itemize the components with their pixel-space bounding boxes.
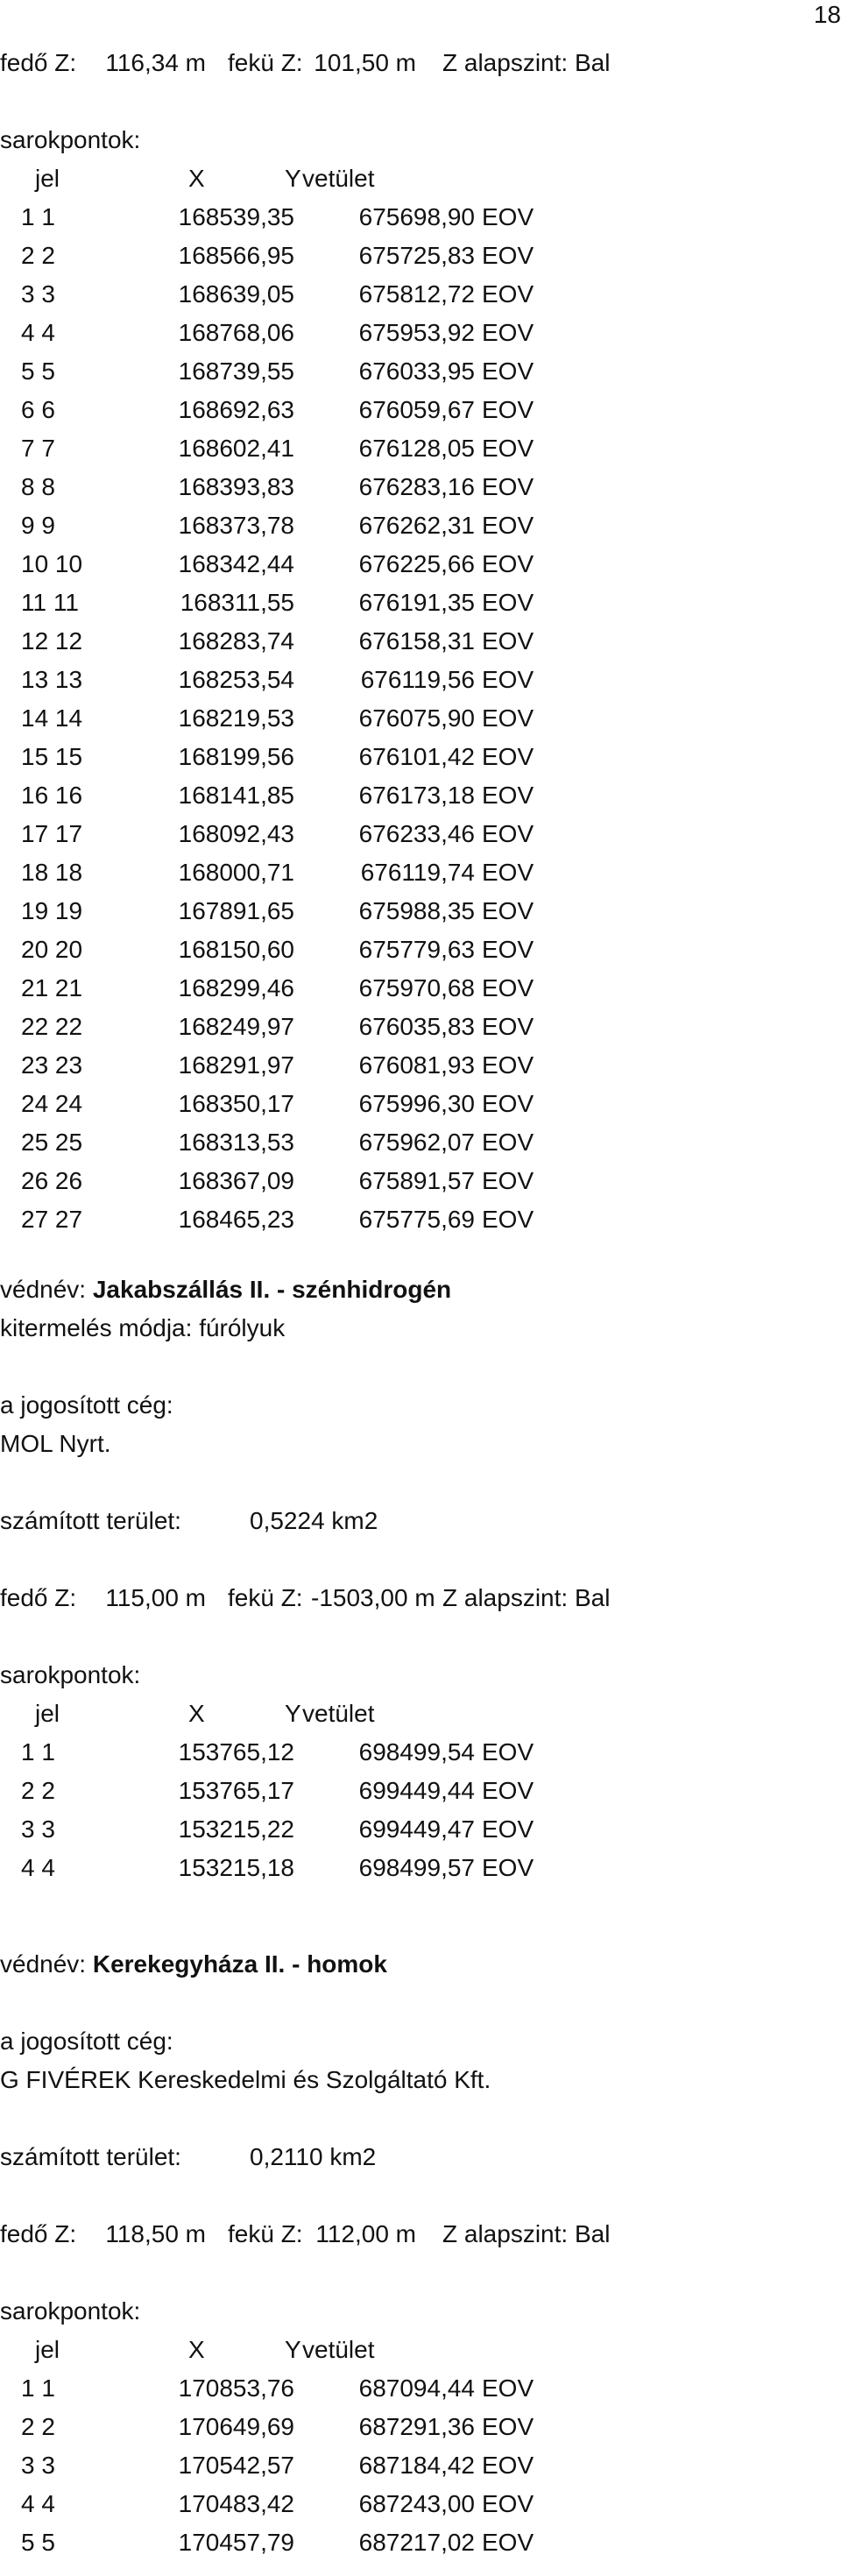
cell-y: 676081,93 — [358, 1051, 475, 1079]
cell-x: 170542,57 — [178, 2452, 294, 2479]
cell-x: 168768,06 — [178, 319, 294, 346]
cell-x: 168092,43 — [178, 820, 294, 847]
cell-y: 675698,90 — [358, 203, 475, 230]
cell-y: 676225,66 — [358, 550, 475, 577]
header-jel: jel — [35, 1700, 60, 1727]
cell-vetulet: EOV — [482, 280, 534, 308]
kitermeles-value: fúrólyuk — [199, 1314, 286, 1341]
vednev-line — [0, 1270, 788, 1309]
cell-x: 168350,17 — [178, 1090, 294, 1117]
table-header — [0, 1695, 788, 1733]
cell-y: 687291,36 — [358, 2413, 475, 2440]
vednev-value: Kerekegyháza II. - homok — [92, 1950, 387, 1978]
cell-vetulet: EOV — [482, 1777, 534, 1804]
cell-jel: 20 20 — [21, 936, 83, 963]
section-3 — [0, 1945, 788, 2562]
cell-vetulet: EOV — [482, 627, 534, 655]
table-row — [0, 738, 788, 776]
vednev-value: Jakabszállás II. - szénhidrogén — [92, 1276, 452, 1303]
table-row — [0, 2485, 788, 2523]
section-2 — [0, 1270, 788, 1887]
cell-vetulet: EOV — [482, 589, 534, 616]
cell-vetulet: EOV — [482, 396, 534, 423]
cell-vetulet: EOV — [482, 1738, 534, 1766]
fedo-value: 116,34 m — [105, 49, 206, 76]
cell-jel: 9 9 — [21, 512, 55, 539]
table-row — [0, 468, 788, 506]
alapszint: Z alapszint: Bal — [442, 2220, 611, 2247]
cell-vetulet: EOV — [482, 859, 534, 886]
cell-vetulet: EOV — [482, 897, 534, 924]
header-y: Y — [285, 1700, 301, 1727]
terulet-line — [0, 2138, 788, 2176]
cell-x: 168393,83 — [178, 473, 294, 500]
cell-x: 168313,53 — [178, 1129, 294, 1156]
cell-jel: 1 1 — [21, 203, 55, 230]
kitermeles-line — [0, 1309, 788, 1348]
cell-y: 675775,69 — [358, 1206, 475, 1233]
table-row — [0, 622, 788, 661]
cell-vetulet: EOV — [482, 666, 534, 693]
terulet-label: számított terület: — [0, 2143, 181, 2170]
alapszint: Z alapszint: Bal — [442, 1584, 611, 1611]
cell-y: 675812,72 — [358, 280, 475, 308]
header-vetulet: vetület — [302, 165, 375, 192]
cell-jel: 3 3 — [21, 1815, 55, 1843]
cell-x: 168249,97 — [178, 1013, 294, 1040]
cell-x: 168311,55 — [180, 589, 294, 616]
ceg-value: MOL Nyrt. — [0, 1430, 111, 1457]
cell-vetulet: EOV — [482, 550, 534, 577]
ceg-label: a jogosított cég: — [0, 2028, 173, 2055]
cell-y: 675996,30 — [358, 1090, 475, 1117]
cell-y: 698499,57 — [358, 1854, 475, 1881]
cell-x: 168739,55 — [178, 357, 294, 385]
cell-y: 676035,83 — [358, 1013, 475, 1040]
table-row — [0, 198, 788, 237]
cell-jel: 1 1 — [21, 2374, 55, 2402]
table-header — [0, 2331, 788, 2369]
cell-vetulet: EOV — [482, 473, 534, 500]
cell-y: 676033,95 — [358, 357, 475, 385]
feku-value: 112,00 m — [315, 2220, 416, 2247]
cell-x: 168566,95 — [178, 242, 294, 269]
cell-vetulet: EOV — [482, 936, 534, 963]
feku-label: fekü Z: — [228, 49, 303, 76]
table-row — [0, 1046, 788, 1085]
terulet-label: számított terület: — [0, 1507, 181, 1534]
cell-y: 676158,31 — [358, 627, 475, 655]
cell-y: 676059,67 — [358, 396, 475, 423]
cell-vetulet: EOV — [482, 203, 534, 230]
cell-jel: 18 18 — [21, 859, 83, 886]
cell-y: 676233,46 — [358, 820, 475, 847]
cell-jel: 27 27 — [21, 1206, 83, 1233]
cell-x: 170483,42 — [178, 2490, 294, 2517]
cell-y: 675962,07 — [358, 1129, 475, 1156]
cell-jel: 4 4 — [21, 1854, 55, 1881]
cell-jel: 2 2 — [21, 2413, 55, 2440]
cell-x: 168219,53 — [178, 704, 294, 732]
cell-x: 168367,09 — [178, 1167, 294, 1194]
cell-jel: 8 8 — [21, 473, 55, 500]
cell-jel: 16 16 — [21, 782, 83, 809]
section-1 — [0, 44, 788, 1239]
coordinate-table-2 — [0, 1733, 788, 1887]
header-jel: jel — [35, 165, 60, 192]
cell-vetulet: EOV — [482, 743, 534, 770]
fedo-label: fedő Z: — [0, 2220, 77, 2247]
cell-x: 153765,12 — [178, 1738, 294, 1766]
sarokpontok-label: sarokpontok: — [0, 126, 141, 153]
feku-label: fekü Z: — [228, 1584, 303, 1611]
coordinate-table-1 — [0, 198, 788, 1239]
cell-vetulet: EOV — [482, 2413, 534, 2440]
header-x: X — [188, 1700, 205, 1727]
cell-y: 676191,35 — [358, 589, 475, 616]
cell-vetulet: EOV — [482, 782, 534, 809]
cell-x: 153765,17 — [178, 1777, 294, 1804]
cell-y: 675891,57 — [358, 1167, 475, 1194]
cell-jel: 3 3 — [21, 280, 55, 308]
cell-vetulet: EOV — [482, 2490, 534, 2517]
table-row — [0, 506, 788, 545]
terulet-value: 0,2110 km2 — [250, 2143, 377, 2170]
cell-vetulet: EOV — [482, 974, 534, 1001]
cell-vetulet: EOV — [482, 1815, 534, 1843]
table-row — [0, 892, 788, 931]
table-header — [0, 159, 788, 198]
cell-y: 675779,63 — [358, 936, 475, 963]
cell-x: 168291,97 — [178, 1051, 294, 1079]
cell-jel: 17 17 — [21, 820, 83, 847]
cell-vetulet: EOV — [482, 242, 534, 269]
table-row — [0, 1200, 788, 1239]
vednev-label: védnév: — [0, 1950, 87, 1978]
table-row — [0, 275, 788, 314]
cell-x: 153215,22 — [178, 1815, 294, 1843]
header-vetulet: vetület — [302, 2336, 375, 2363]
cell-y: 676262,31 — [358, 512, 475, 539]
cell-vetulet: EOV — [482, 1854, 534, 1881]
sarokpontok-label: sarokpontok: — [0, 1661, 141, 1688]
table-row — [0, 1810, 788, 1849]
cell-vetulet: EOV — [482, 1013, 534, 1040]
cell-x: 168373,78 — [178, 512, 294, 539]
cell-x: 168342,44 — [178, 550, 294, 577]
cell-x: 170457,79 — [178, 2529, 294, 2556]
fedo-feku-line — [0, 1579, 788, 1617]
vednev-label: védnév: — [0, 1276, 87, 1303]
cell-x: 168000,71 — [178, 859, 294, 886]
feku-value: -1503,00 m — [311, 1584, 435, 1611]
cell-y: 687243,00 — [358, 2490, 475, 2517]
table-row — [0, 1085, 788, 1123]
table-row — [0, 1733, 788, 1772]
cell-y: 676101,42 — [358, 743, 475, 770]
table-row — [0, 1772, 788, 1810]
table-row — [0, 545, 788, 584]
cell-vetulet: EOV — [482, 820, 534, 847]
cell-x: 168299,46 — [178, 974, 294, 1001]
cell-jel: 3 3 — [21, 2452, 55, 2479]
cell-y: 675988,35 — [358, 897, 475, 924]
cell-vetulet: EOV — [482, 357, 534, 385]
table-row — [0, 661, 788, 699]
cell-vetulet: EOV — [482, 2529, 534, 2556]
cell-x: 168199,56 — [178, 743, 294, 770]
table-row — [0, 391, 788, 429]
cell-x: 168283,74 — [178, 627, 294, 655]
cell-jel: 19 19 — [21, 897, 83, 924]
cell-x: 168465,23 — [178, 1206, 294, 1233]
cell-y: 699449,44 — [358, 1777, 475, 1804]
cell-y: 676119,74 — [360, 859, 475, 886]
fedo-value: 115,00 m — [105, 1584, 206, 1611]
cell-x: 168253,54 — [178, 666, 294, 693]
cell-x: 168141,85 — [178, 782, 294, 809]
cell-vetulet: EOV — [482, 319, 534, 346]
cell-y: 699449,47 — [358, 1815, 475, 1843]
cell-jel: 10 10 — [21, 550, 83, 577]
table-row — [0, 352, 788, 391]
cell-jel: 21 21 — [21, 974, 83, 1001]
cell-y: 676283,16 — [358, 473, 475, 500]
coordinate-table-3 — [0, 2369, 788, 2562]
table-row — [0, 237, 788, 275]
vednev-line — [0, 1945, 788, 1984]
table-row — [0, 1849, 788, 1887]
cell-x: 170649,69 — [178, 2413, 294, 2440]
cell-vetulet: EOV — [482, 2374, 534, 2402]
cell-jel: 4 4 — [21, 2490, 55, 2517]
cell-jel: 12 12 — [21, 627, 83, 655]
table-row — [0, 584, 788, 622]
table-row — [0, 2523, 788, 2562]
cell-jel: 2 2 — [21, 1777, 55, 1804]
cell-vetulet: EOV — [482, 1051, 534, 1079]
cell-jel: 13 13 — [21, 666, 83, 693]
table-row — [0, 931, 788, 969]
feku-value: 101,50 m — [314, 49, 416, 76]
header-vetulet: vetület — [302, 1700, 375, 1727]
table-row — [0, 314, 788, 352]
table-row — [0, 2369, 788, 2408]
cell-x: 168150,60 — [178, 936, 294, 963]
page-number: 18 — [813, 1, 841, 28]
table-row — [0, 2408, 788, 2446]
sarokpontok-label: sarokpontok: — [0, 2297, 141, 2325]
cell-jel: 24 24 — [21, 1090, 83, 1117]
cell-jel: 11 11 — [21, 589, 79, 616]
cell-vetulet: EOV — [482, 512, 534, 539]
fedo-feku-line — [0, 44, 788, 82]
header-x: X — [188, 165, 205, 192]
cell-y: 676128,05 — [358, 435, 475, 462]
feku-label: fekü Z: — [228, 2220, 303, 2247]
cell-x: 168602,41 — [178, 435, 294, 462]
cell-jel: 7 7 — [21, 435, 55, 462]
cell-y: 687217,02 — [358, 2529, 475, 2556]
table-row — [0, 1162, 788, 1200]
table-row — [0, 2446, 788, 2485]
table-row — [0, 1123, 788, 1162]
cell-y: 675970,68 — [358, 974, 475, 1001]
table-row — [0, 1008, 788, 1046]
cell-y: 698499,54 — [358, 1738, 475, 1766]
cell-x: 168539,35 — [178, 203, 294, 230]
cell-jel: 14 14 — [21, 704, 83, 732]
cell-y: 676119,56 — [360, 666, 475, 693]
cell-jel: 26 26 — [21, 1167, 83, 1194]
terulet-line — [0, 1502, 788, 1540]
cell-vetulet: EOV — [482, 1090, 534, 1117]
table-row — [0, 776, 788, 815]
cell-x: 167891,65 — [178, 897, 294, 924]
cell-jel: 6 6 — [21, 396, 55, 423]
cell-x: 153215,18 — [178, 1854, 294, 1881]
fedo-label: fedő Z: — [0, 49, 77, 76]
cell-jel: 4 4 — [21, 319, 55, 346]
fedo-label: fedő Z: — [0, 1584, 77, 1611]
table-row — [0, 815, 788, 853]
cell-y: 687184,42 — [358, 2452, 475, 2479]
fedo-value: 118,50 m — [105, 2220, 206, 2247]
cell-y: 676173,18 — [358, 782, 475, 809]
cell-x: 168692,63 — [178, 396, 294, 423]
alapszint: Z alapszint: Bal — [442, 49, 611, 76]
cell-jel: 1 1 — [21, 1738, 55, 1766]
cell-jel: 22 22 — [21, 1013, 83, 1040]
table-row — [0, 429, 788, 468]
cell-jel: 5 5 — [21, 2529, 55, 2556]
kitermeles-label: kitermelés módja: — [0, 1314, 193, 1341]
cell-x: 168639,05 — [178, 280, 294, 308]
header-y: Y — [285, 165, 301, 192]
header-jel: jel — [35, 2336, 60, 2363]
cell-vetulet: EOV — [482, 1206, 534, 1233]
cell-y: 687094,44 — [358, 2374, 475, 2402]
cell-vetulet: EOV — [482, 1129, 534, 1156]
cell-y: 675953,92 — [358, 319, 475, 346]
cell-vetulet: EOV — [482, 435, 534, 462]
ceg-label: a jogosított cég: — [0, 1391, 173, 1419]
cell-jel: 5 5 — [21, 357, 55, 385]
cell-jel: 2 2 — [21, 242, 55, 269]
cell-vetulet: EOV — [482, 2452, 534, 2479]
ceg-value: G FIVÉREK Kereskedelmi és Szolgáltató Kft. — [0, 2066, 491, 2093]
cell-jel: 23 23 — [21, 1051, 83, 1079]
header-x: X — [188, 2336, 205, 2363]
header-y: Y — [285, 2336, 301, 2363]
cell-y: 676075,90 — [358, 704, 475, 732]
cell-vetulet: EOV — [482, 704, 534, 732]
cell-jel: 15 15 — [21, 743, 83, 770]
table-row — [0, 853, 788, 892]
table-row — [0, 969, 788, 1008]
table-row — [0, 699, 788, 738]
cell-x: 170853,76 — [178, 2374, 294, 2402]
cell-jel: 25 25 — [21, 1129, 83, 1156]
fedo-feku-line — [0, 2215, 788, 2254]
terulet-value: 0,5224 km2 — [250, 1507, 378, 1534]
cell-y: 675725,83 — [358, 242, 475, 269]
cell-vetulet: EOV — [482, 1167, 534, 1194]
